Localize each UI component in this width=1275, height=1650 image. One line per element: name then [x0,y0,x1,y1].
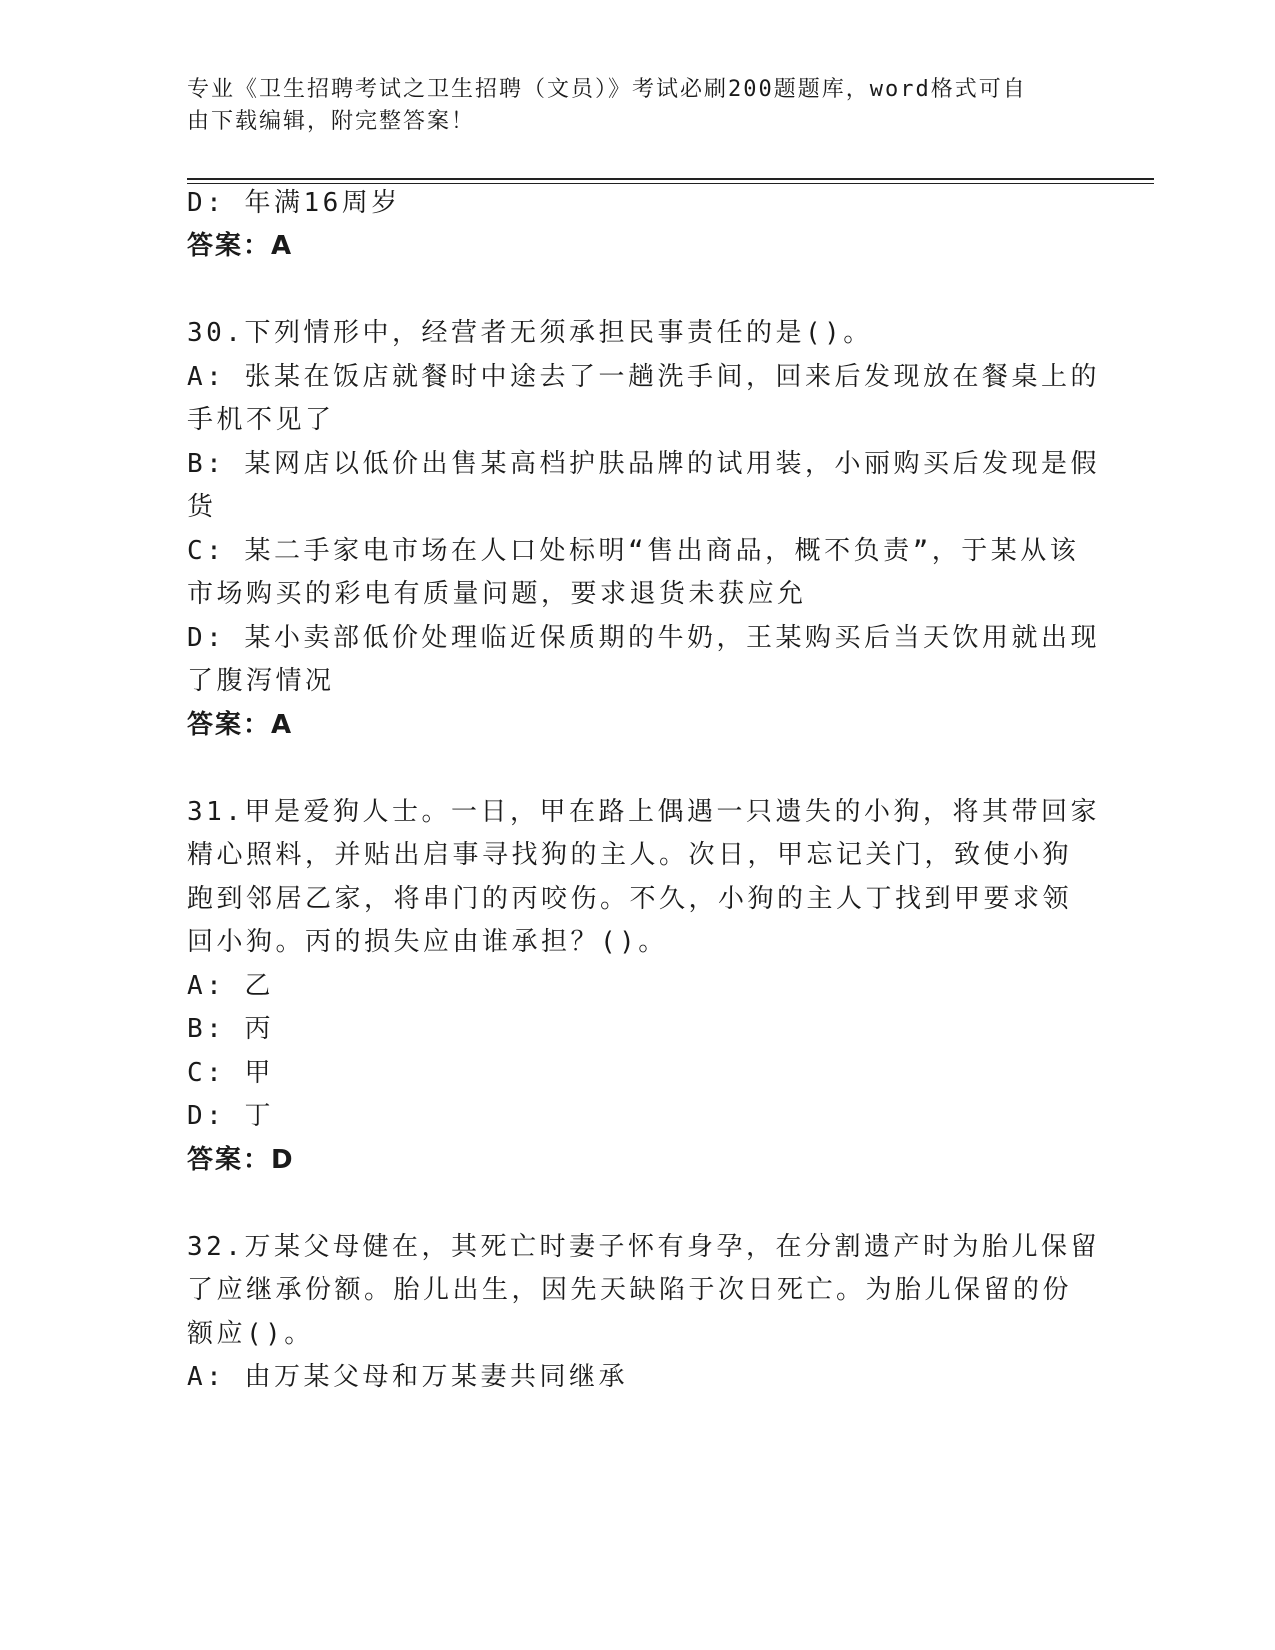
question-line: 32.万某父母健在，其死亡时妻子怀有身孕，在分割遗产时为胎儿保留 [187,1232,1100,1262]
option-line: C: 某二手家电市场在人口处标明“售出商品，概不负责”，于某从该 [187,536,1080,566]
option-line: A: 张某在饭店就餐时中途去了一趟洗手间，回来后发现放在餐桌上的 [187,362,1100,392]
option-line: C: 甲 [187,1058,274,1088]
header-rule-thick [187,178,1154,180]
question-line: 了应继承份额。胎儿出生，因先天缺陷于次日死亡。为胎儿保留的份 [187,1275,1073,1305]
answer-line: 答案：D [187,1145,295,1175]
question-line: 31.甲是爱狗人士。一日，甲在路上偶遇一只遗失的小狗，将其带回家 [187,797,1100,827]
option-line: A: 由万某父母和万某妻共同继承 [187,1362,628,1392]
option-line: A: 乙 [187,971,274,1001]
header-rule-thin [187,183,1154,184]
option-line: 货 [187,492,217,522]
option-line: B: 丙 [187,1014,274,1044]
header-line-2: 由下载编辑，附完整答案！ [187,109,476,134]
question-line: 额应()。 [187,1319,314,1349]
question-line: 精心照料，并贴出启事寻找狗的主人。次日，甲忘记关门，致使小狗 [187,840,1073,870]
option-line: B: 某网店以低价出售某高档护肤品牌的试用装，小丽购买后发现是假 [187,449,1100,479]
question-line: 跑到邻居乙家，将串门的丙咬伤。不久，小狗的主人丁找到甲要求领 [187,884,1073,914]
question-line: 回小狗。丙的损失应由谁承担？()。 [187,927,668,957]
option-line: 了腹泻情况 [187,666,335,696]
answer-line: 答案：A [187,231,294,261]
option-line: D: 年满16周岁 [187,188,401,218]
document-header [187,74,1067,138]
header-line-1: 专业《卫生招聘考试之卫生招聘（文员）》考试必刷200题题库，word格式可自 [187,77,1027,102]
question-line: 30.下列情形中，经营者无须承担民事责任的是()。 [187,318,873,348]
answer-line: 答案：A [187,710,294,740]
option-line: D: 某小卖部低价处理临近保质期的牛奶，王某购买后当天饮用就出现 [187,623,1100,653]
option-line: 手机不见了 [187,405,335,435]
option-line: D: 丁 [187,1101,274,1131]
option-line: 市场购买的彩电有质量问题，要求退货未获应允 [187,579,807,609]
